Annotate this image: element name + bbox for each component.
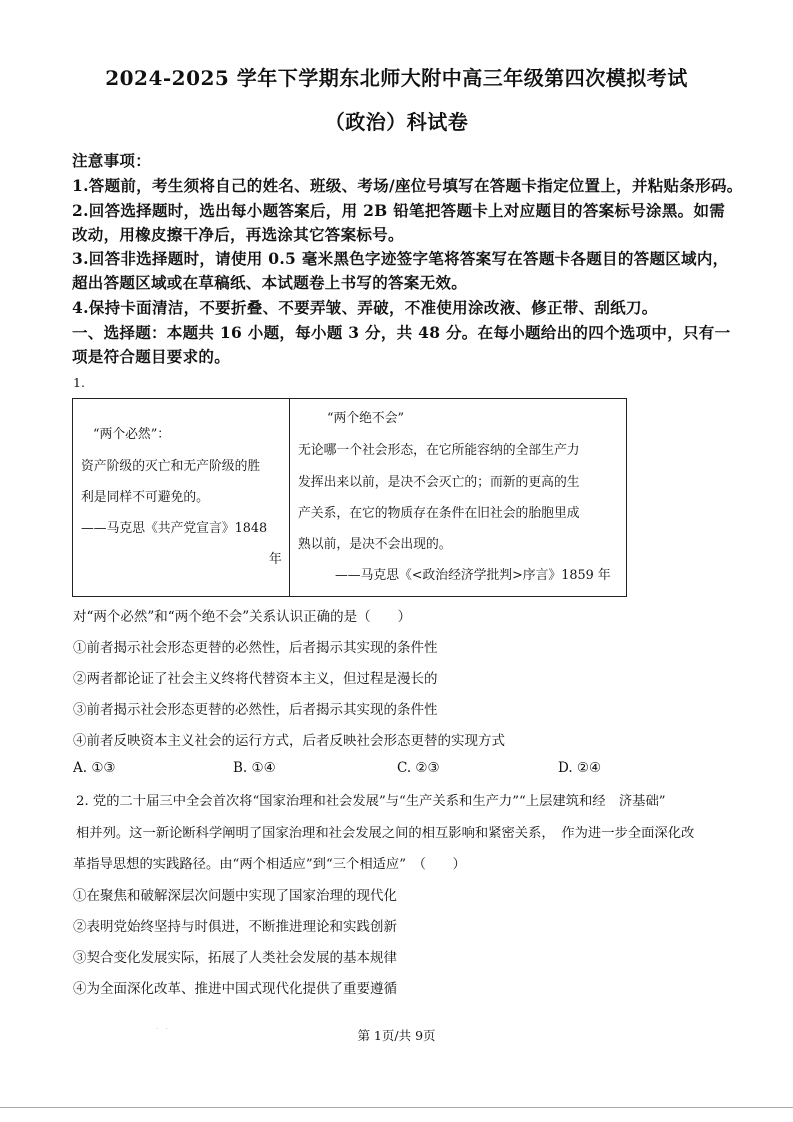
question-1-stem: 对“两个必然”和“两个绝不会”关系认识正确的是（ ） bbox=[73, 609, 412, 625]
left-quote-line-2: 利是同样不可避免的。 bbox=[81, 490, 209, 505]
notice-item-1: 1.答题前，考生须将自己的姓名、班级、考场/座位号填写在答题卡指定位置上，并粘贴条形码。 bbox=[72, 176, 743, 195]
exam-title: 2024-2025 学年下学期东北师大附中高三年级第四次模拟考试 bbox=[105, 66, 688, 90]
question-2-statement-3: ③契合变化发展实际，拓展了人类社会发展的基本规律 bbox=[73, 950, 397, 966]
question-1-number: 1. bbox=[73, 375, 85, 390]
question-1-statement-3: ③前者揭示社会形态更替的必然性，后者揭示其实现的条件性 bbox=[73, 702, 438, 718]
notice-item-3b: 超出答题区域或在草稿纸、本试题卷上书写的答案无效。 bbox=[72, 273, 468, 292]
question-2-stem-line-1: 2. 党的二十届三中全会首次将“国家治理和社会发展”与“生产关系和生产力”“上层建筑和经 济基础” bbox=[76, 794, 666, 809]
notice-heading: 注意事项： bbox=[72, 151, 152, 170]
right-quote-title: “两个绝不会” bbox=[327, 411, 405, 426]
table-divider bbox=[289, 399, 290, 596]
question-1-option-d: D. ②④ bbox=[558, 760, 602, 776]
question-2-statement-1: ①在聚焦和破解深层次问题中实现了国家治理的现代化 bbox=[73, 888, 397, 904]
left-quote-source-year: 年 bbox=[269, 552, 282, 567]
section-heading-a: 一、选择题：本题共 16 小题，每小题 3 分，共 48 分。在每小题给出的四个选项中，只有一 bbox=[72, 323, 731, 342]
question-2-statement-2: ②表明党始终坚持与时俱进，不断推进理论和实践创新 bbox=[73, 919, 397, 935]
bottom-border-line bbox=[0, 1107, 793, 1108]
question-2-stem-line-2: 相并列。这一新论断科学阐明了国家治理和社会发展之间的相互影响和紧密关系， 作为进一步全面深化改 bbox=[76, 826, 695, 841]
right-quote-source: ——马克思《<政治经济学批判>序言》1859 年 bbox=[335, 568, 611, 583]
question-1-option-b: B. ①④ bbox=[233, 760, 276, 776]
section-heading-b: 项是符合题目要求的。 bbox=[72, 347, 231, 366]
question-1-statement-2: ②两者都论证了社会主义终将代替资本主义，但过程是漫长的 bbox=[73, 671, 438, 687]
question-1-statement-4: ④前者反映资本主义社会的运行方式，后者反映社会形态更替的实现方式 bbox=[73, 733, 505, 749]
right-quote-line-4: 熟以前，是决不会出现的。 bbox=[298, 537, 452, 552]
right-quote-line-3: 产关系，在它的物质存在条件在旧社会的胎胞里成 bbox=[298, 506, 580, 521]
scan-artifact-dots: · · bbox=[156, 1025, 168, 1033]
question-2-stem-line-3: 革指导思想的实践路径。由“两个相适应”到“三个相适应” （ ） bbox=[73, 857, 466, 872]
question-1-option-c: C. ②③ bbox=[397, 760, 440, 776]
left-quote-title: “两个必然”： bbox=[93, 427, 171, 442]
quote-table bbox=[72, 398, 627, 597]
notice-item-3a: 3.回答非选择题时，请使用 0.5 毫米黑色字迹签字笔将答案写在答题卡各题目的答题区域内， bbox=[72, 249, 729, 268]
page-number: 第 1页/共 9页 bbox=[357, 1028, 436, 1043]
left-quote-line-1: 资产阶级的灭亡和无产阶级的胜 bbox=[81, 459, 261, 474]
notice-item-2b: 改动，用橡皮擦干净后，再选涂其它答案标号。 bbox=[72, 225, 404, 244]
question-1-option-a: A. ①③ bbox=[73, 760, 116, 776]
left-quote-source: ——马克思《共产党宣言》1848 bbox=[81, 521, 268, 536]
question-2-statement-4: ④为全面深化改革、推进中国式现代化提供了重要遵循 bbox=[73, 981, 397, 997]
exam-subtitle: （政治）科试卷 bbox=[324, 110, 469, 134]
notice-item-2a: 2.回答选择题时，选出每小题答案后，用 2B 铅笔把答题卡上对应题目的答案标号涂黑。如需 bbox=[72, 201, 726, 220]
right-quote-line-1: 无论哪一个社会形态，在它所能容纳的全部生产力 bbox=[298, 443, 580, 458]
question-1-statement-1: ①前者揭示社会形态更替的必然性，后者揭示其实现的条件性 bbox=[73, 640, 438, 656]
notice-item-4: 4.保持卡面清洁，不要折叠、不要弄皱、弄破，不准使用涂改液、修正带、刮纸刀。 bbox=[72, 298, 658, 317]
right-quote-line-2: 发挥出来以前，是决不会灭亡的；而新的更高的生 bbox=[298, 475, 580, 490]
